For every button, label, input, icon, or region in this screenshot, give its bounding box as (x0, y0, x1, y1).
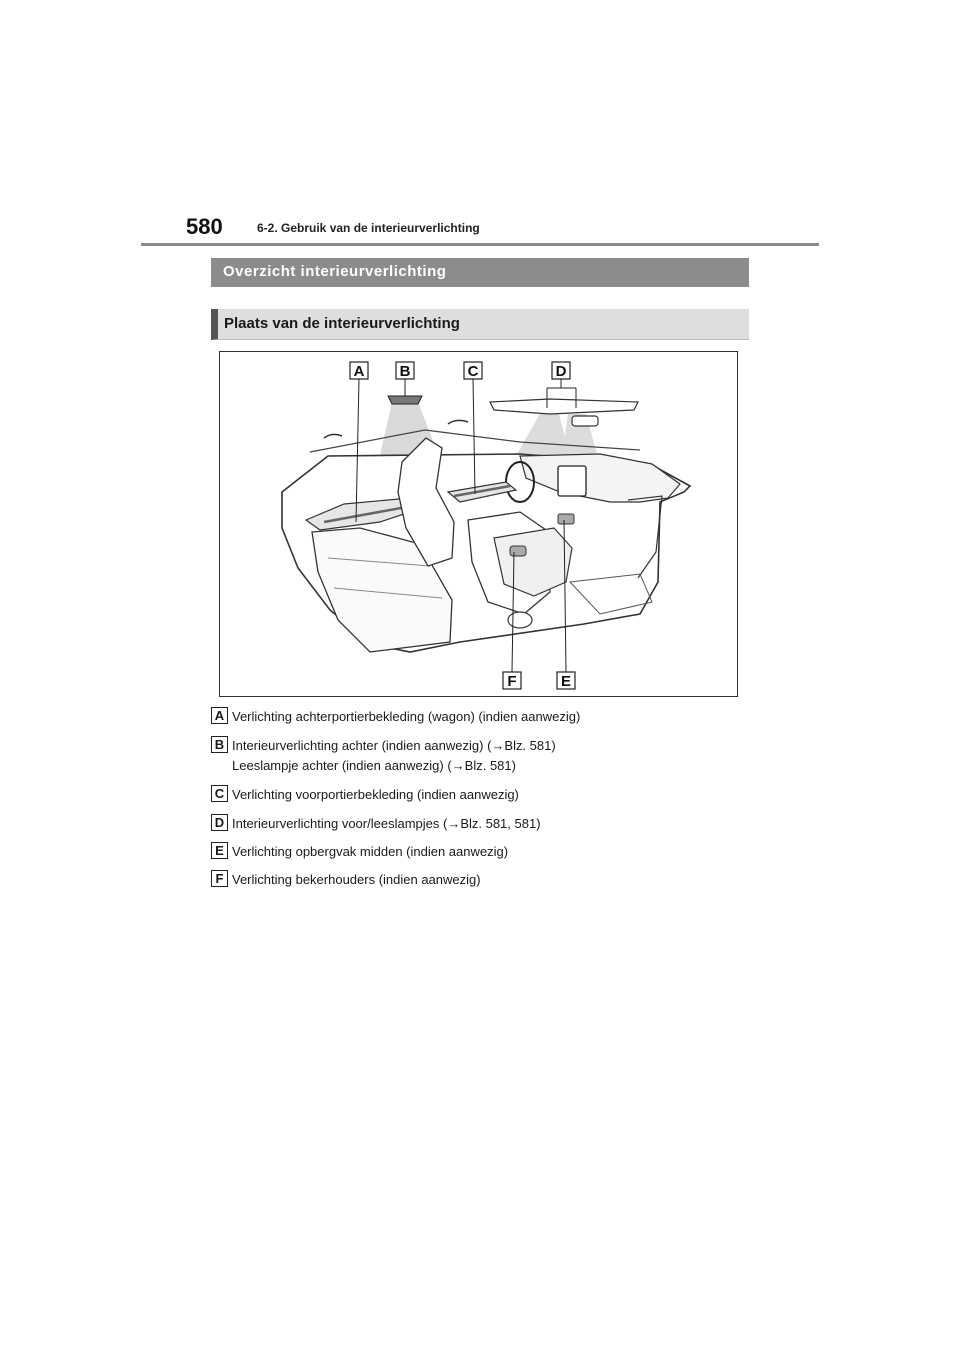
legend-badge-c: C (211, 785, 228, 802)
legend-badge-e: E (211, 842, 228, 859)
section-title: Overzicht interieurverlichting (223, 263, 447, 280)
callout-e: E (560, 673, 572, 690)
windshield-header (490, 399, 638, 414)
legend-text-c: Verlichting voorportierbekleding (indien aanwezig) (232, 787, 519, 802)
legend-text-f: Verlichting bekerhouders (indien aanwezig) (232, 872, 481, 887)
car-interior-drawing (220, 352, 739, 698)
section-title-bar (211, 258, 749, 287)
callout-f: F (507, 673, 517, 690)
front-light-beam-left (516, 410, 570, 456)
legend-text-b: Interieurverlichting achter (indien aanwezig) (→Blz. 581) (232, 738, 556, 753)
legend-badge-a: A (211, 707, 228, 724)
callout-b: B (399, 363, 411, 380)
legend-badge-f: F (211, 870, 228, 887)
cup-holder (510, 546, 526, 556)
legend-text-b-second: Leeslampje achter (indien aanwezig) (→Blz. 581) (232, 758, 516, 773)
rear-view-mirror (572, 416, 598, 426)
legend-text-d: Interieurverlichting voor/leeslampjes (→Blz. 581, 581) (232, 816, 541, 831)
legend-text-e: Verlichting opbergvak midden (indien aanwezig) (232, 844, 509, 859)
center-display (558, 466, 586, 496)
rear-dome-lamp (388, 396, 422, 404)
subsection-title-bar (211, 309, 749, 340)
car-interior-illustration (219, 351, 738, 697)
legend-badge-b: B (211, 736, 228, 753)
storage-tray (558, 514, 574, 524)
subsection-title: Plaats van de interieurverlichting (224, 315, 460, 332)
callout-d: D (555, 363, 567, 380)
legend-badge-d: D (211, 814, 228, 831)
header-divider (141, 243, 819, 246)
legend-text-a: Verlichting achterportierbekleding (wagon) (indien aanwezig) (232, 709, 581, 724)
page-number: 580 (186, 214, 223, 239)
callout-c: C (467, 363, 479, 380)
callout-a: A (353, 363, 365, 380)
section-reference: 6-2. Gebruik van de interieurverlichting (257, 221, 480, 235)
